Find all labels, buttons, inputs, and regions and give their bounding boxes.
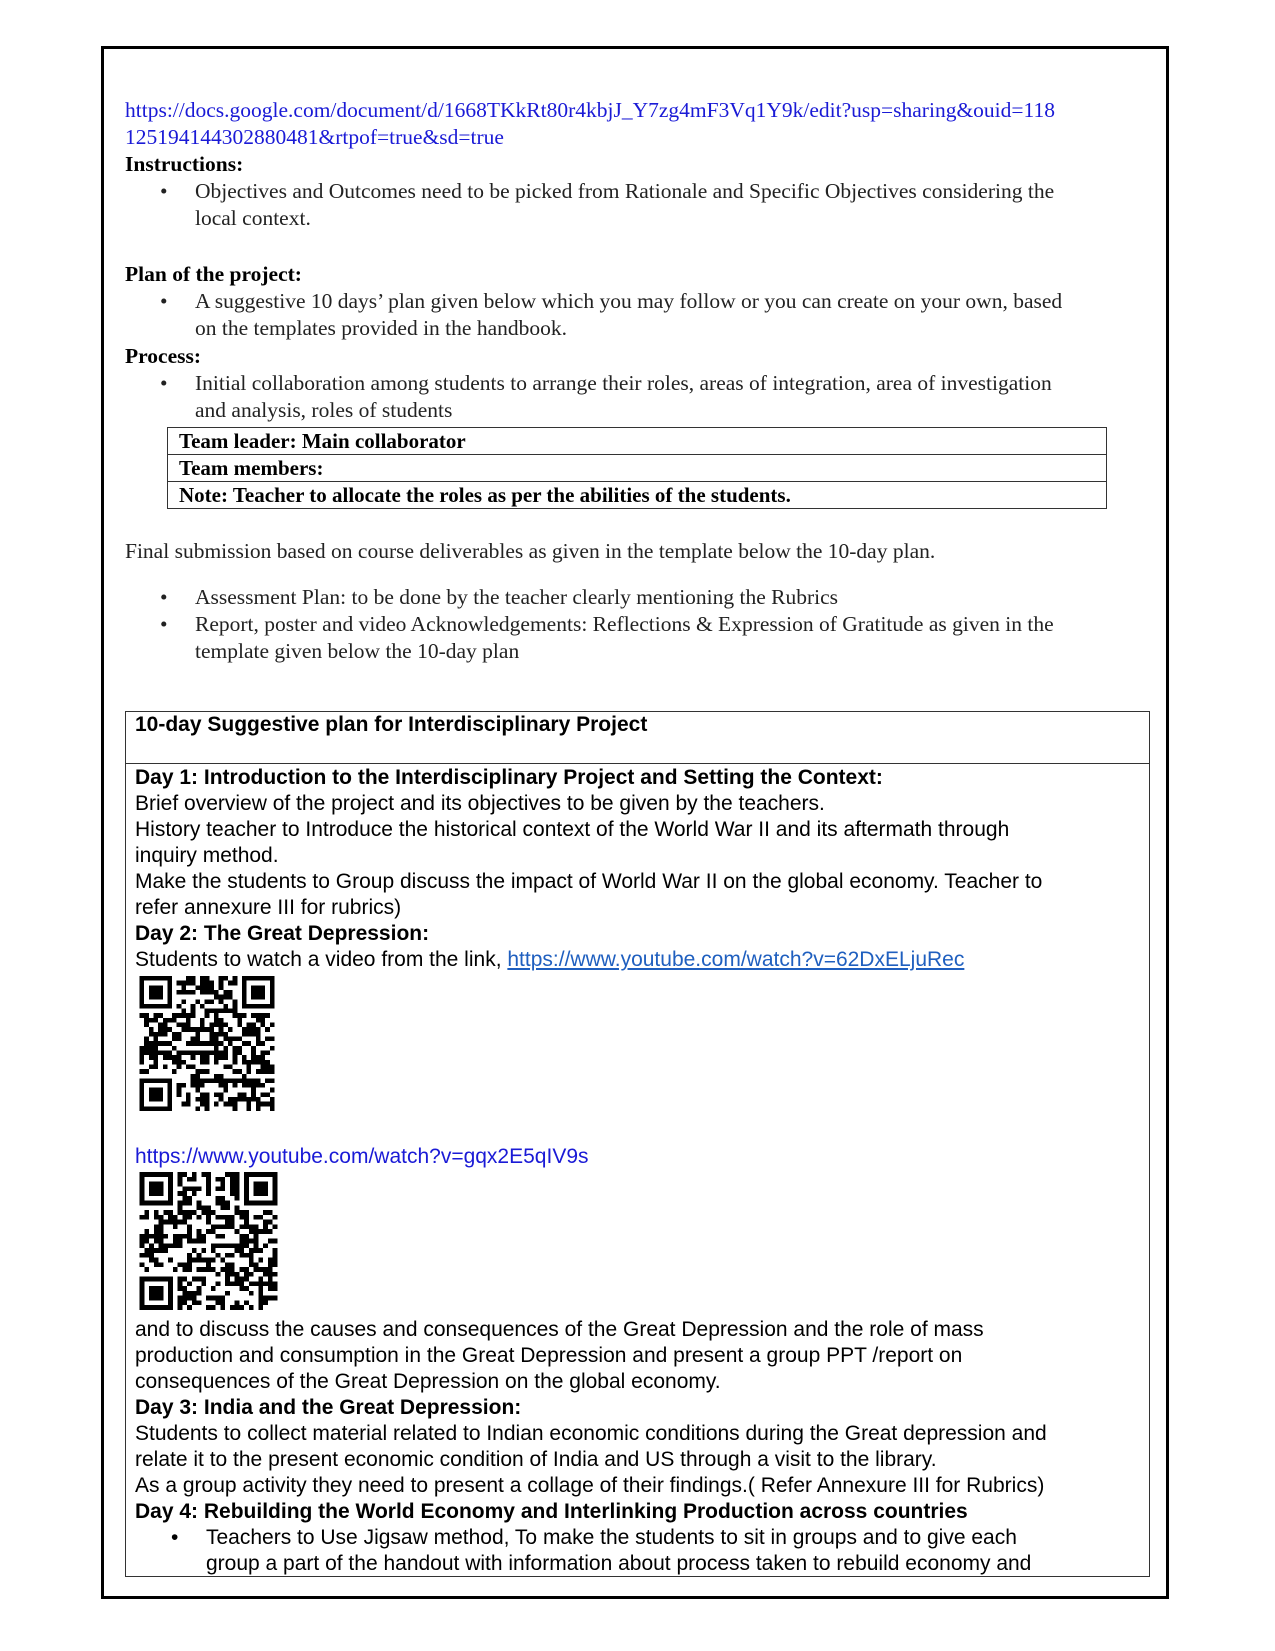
day3-line: relate it to the present economic condition of India and US through a visit to the library. xyxy=(135,1448,937,1471)
deliverable-item2-line1: Report, poster and video Acknowledgements: Reflections & Expression of Gratitude as given in the xyxy=(195,612,1054,636)
day3-heading: Day 3: India and the Great Depression: xyxy=(135,1396,522,1419)
roles-table-row: Team leader: Main collaborator xyxy=(168,428,1107,455)
day1-line: Make the students to Group discuss the impact of World War II on the global economy. Teacher to xyxy=(135,870,1043,893)
instructions-bullet-line1: Objectives and Outcomes need to be picked from Rationale and Specific Objectives considering the xyxy=(195,179,1055,203)
day1-heading: Day 1: Introduction to the Interdisciplinary Project and Setting the Context: xyxy=(135,766,883,789)
day1-line: refer annexure III for rubrics) xyxy=(135,896,402,919)
day1-line: inquiry method. xyxy=(135,844,279,867)
day3-line: As a group activity they need to present a collage of their findings.( Refer Annexure III for Rubrics) xyxy=(135,1474,1045,1497)
process-bullet-line2: and analysis, roles of students xyxy=(195,398,453,422)
plan-title: 10-day Suggestive plan for Interdisciplinary Project xyxy=(135,713,648,736)
day2-intro-line xyxy=(135,947,1140,973)
day4-bullet-line2: group a part of the handout with information about process taken to rebuild economy and xyxy=(206,1552,1032,1575)
day1-line: Brief overview of the project and its objectives to be given by the teachers. xyxy=(135,792,825,815)
day4-heading: Day 4: Rebuilding the World Economy and Interlinking Production across countries xyxy=(135,1500,968,1523)
bullet-glyph: • xyxy=(160,612,168,636)
day1-section xyxy=(135,765,1140,973)
qr-code-2 xyxy=(138,1172,279,1310)
bullet-glyph: • xyxy=(160,179,168,203)
process-bullet-line1: Initial collaboration among students to arrange their roles, areas of integration, area of investigation xyxy=(195,371,1052,395)
deliverable-item2-line2: template given below the 10-day plan xyxy=(195,639,520,663)
roles-table-row: Team members: xyxy=(168,455,1107,482)
instructions-bullet-line2: local context. xyxy=(195,206,311,230)
day2-3-4-section xyxy=(135,1317,1140,1525)
bullet-glyph: • xyxy=(171,1526,179,1549)
process-heading: Process: xyxy=(125,344,202,368)
day1-line: History teacher to Introduce the historical context of the World War II and its aftermath through xyxy=(135,818,1010,841)
day4-bullet-line1: Teachers to Use Jigsaw method, To make the students to sit in groups and to give each xyxy=(206,1526,1017,1549)
google-doc-link-line2[interactable]: 125194144302880481&rtpof=true&sd=true xyxy=(125,125,504,149)
plan-title-divider xyxy=(125,763,1150,764)
day2-line: and to discuss the causes and consequences of the Great Depression and the role of mass xyxy=(135,1318,984,1341)
day2-line: production and consumption in the Great Depression and present a group PPT /report on xyxy=(135,1344,963,1367)
day4-bullet xyxy=(171,1525,1151,1577)
day2-intro: Students to watch a video from the link, xyxy=(135,948,508,971)
youtube-link-2[interactable]: https://www.youtube.com/watch?v=gqx2E5qIV9s xyxy=(135,1145,589,1168)
google-doc-link-line1[interactable]: https://docs.google.com/document/d/1668TKkRt80r4kbjJ_Y7zg4mF3Vq1Y9k/edit?usp=sharing&ouid=118 xyxy=(125,98,1055,122)
final-submission-text: Final submission based on course deliverables as given in the template below the 10-day plan. xyxy=(125,539,936,563)
day2-line: consequences of the Great Depression on the global economy. xyxy=(135,1370,721,1393)
qr-code-1 xyxy=(138,976,276,1111)
instructions-heading: Instructions: xyxy=(125,152,244,176)
youtube-link-1[interactable]: https://www.youtube.com/watch?v=62DxELjuRec xyxy=(507,948,965,971)
day3-line: Students to collect material related to Indian economic conditions during the Great depression and xyxy=(135,1422,1047,1445)
plan-heading: Plan of the project: xyxy=(125,262,302,286)
bullet-glyph: • xyxy=(160,371,168,395)
bullet-glyph: • xyxy=(160,289,168,313)
plan-bullet-line2: on the templates provided in the handbook. xyxy=(195,316,567,340)
roles-table xyxy=(167,427,1107,509)
bullet-glyph: • xyxy=(160,585,168,609)
roles-table-row: Note: Teacher to allocate the roles as per the abilities of the students. xyxy=(168,482,1107,509)
deliverable-item1: Assessment Plan: to be done by the teacher clearly mentioning the Rubrics xyxy=(195,585,839,609)
day2-heading: Day 2: The Great Depression: xyxy=(135,922,430,945)
plan-bullet-line1: A suggestive 10 days’ plan given below which you may follow or you can create on your own, based xyxy=(195,289,1063,313)
